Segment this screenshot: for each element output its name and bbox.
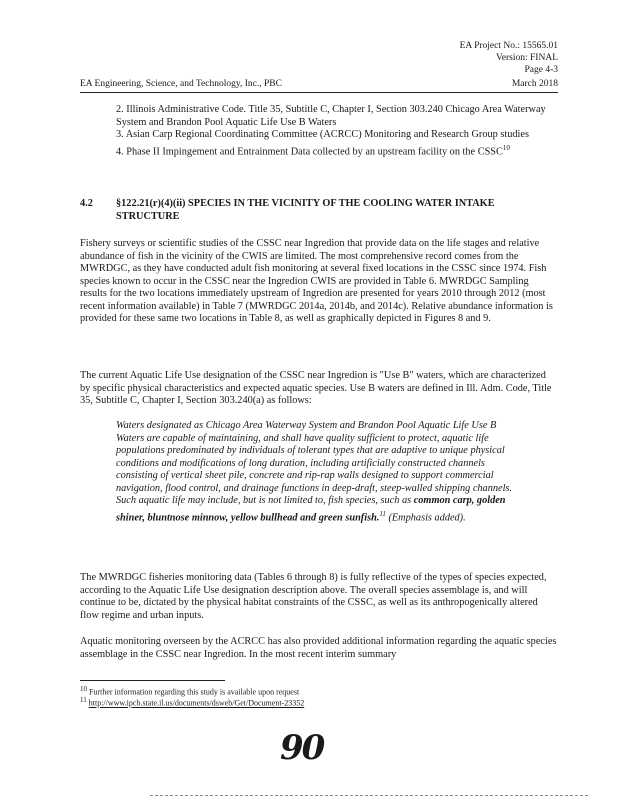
project-number: EA Project No.: 15565.01 <box>459 41 558 51</box>
quote-emphasis-note: (Emphasis added). <box>388 511 466 523</box>
quote-text: Waters designated as Chicago Area Waterway System and Brandon Pool Aquatic Life Use B Waters are capable of maintaining, and shall have quality sufficient to protect, aquatic life populations predominated by individuals of tolerant types that are adaptive to unique physical conditions and modifications of long duration, including artificially constructed channels consisting of vertical sheet pile, concrete and rip-rap walls designed to support commercial navigation, flood control, and drainage functions in deep-draft, steep-walled shipping channels. Such aquatic life may include, but is not limited to, fish species, such as <box>116 420 513 506</box>
paragraph <box>80 370 558 408</box>
quote-emphasis: common carp, golden shiner, bluntnose minnow, yellow bullhead and green sunfish. <box>116 495 506 523</box>
list-item: 4. Phase II Impingement and Entrainment Data collected by an upstream facility on the CSSC$^{10}$ <box>116 143 510 157</box>
paragraph <box>80 238 558 326</box>
list-item: 2. Illinois Administrative Code. Title 35, Subtitle C, Chapter I, Section 303.240 Chicago Area Waterway System and Brandon Pool Aquatic Life Use B Waters <box>116 104 546 128</box>
footnote-divider <box>80 680 225 681</box>
handwritten-page-number: 90 <box>280 728 324 768</box>
footnote-ref: 11 <box>379 509 386 518</box>
version: Version: FINAL <box>495 53 558 63</box>
paragraph <box>80 636 558 661</box>
data-source-list <box>116 104 558 158</box>
footnote-10: $^{10}$ Further information regarding this study is available upon request <box>80 685 300 697</box>
footnote-ref: 10 <box>502 143 510 152</box>
paragraph-text: The MWRDGC fisheries monitoring data (Tables 6 through 8) is fully reflective of the types of species expected, according to the Aquatic Life Use designation description above. The overall species assemblage is, and will continue to be, dictated by the physical habitat constraints of the CSSC, as well as its anthropogenically altered flow regime and urban inputs. <box>80 572 547 621</box>
header-meta <box>460 40 558 76</box>
paragraph-text: Aquatic monitoring overseen by the ACRCC has also provided additional information regarding the aquatic species assemblage in the CSSC near Ingredion. In the most recent interim summary <box>80 636 557 660</box>
footnote-11: $^{11}$ http://www.ipcb.state.il.us/documents/dsweb/Get/Document-23352 <box>80 696 305 708</box>
company-name: EA Engineering, Science, and Technology, Inc., PBC <box>80 79 282 89</box>
scan-artifact-line <box>150 795 588 796</box>
footnote-link[interactable]: http://www.ipcb.state.il.us/documents/dsweb/Get/Document-23352 <box>88 698 305 708</box>
paragraph-text: Fishery surveys or scientific studies of the CSSC near Ingredion that provide data on the life stages and relative abundance of fish in the vicinity of the CWIS are limited. The most comprehensive record comes from the MWRDGC, as they have conducted adult fish monitoring at several fixed locations in the CSSC since 1974. Fish species known to occur in the CSSC near the Ingredion CWIS are provided in Table 6. MWRDGC Sampling results for the two locations immediately upstream of Ingredion are presented for years 2010 through 2012 (most recent information available) in Table 7 (MWRDGC 2014a, 2014b, and 2014c). Relative abundance information is provided for these same two locations in Table 8, as well as graphically depicted in Figures 8 and 9. <box>80 238 553 324</box>
document-date: March 2018 <box>511 79 558 89</box>
paragraph-text: The current Aquatic Life Use designation of the CSSC near Ingredion is "Use B" waters, which are characterized by specific physical characteristics and expected aquatic species. Use B waters are defined in Ill. Adm. Code, Title 35, Subtitle C, Chapter I, Section 303.240(a) as follows: <box>80 370 552 406</box>
paragraph <box>80 572 558 622</box>
section-number: 4.2 <box>80 198 93 209</box>
page-number: Page 4-3 <box>524 65 558 75</box>
header-divider <box>80 92 558 93</box>
list-item: 3. Asian Carp Regional Coordinating Committee (ACRCC) Monitoring and Research Group studies <box>116 129 529 140</box>
section-title: §122.21(r)(4)(ii) SPECIES IN THE VICINITY OF THE COOLING WATER INTAKE STRUCTURE <box>116 198 495 222</box>
block-quote <box>116 420 521 524</box>
